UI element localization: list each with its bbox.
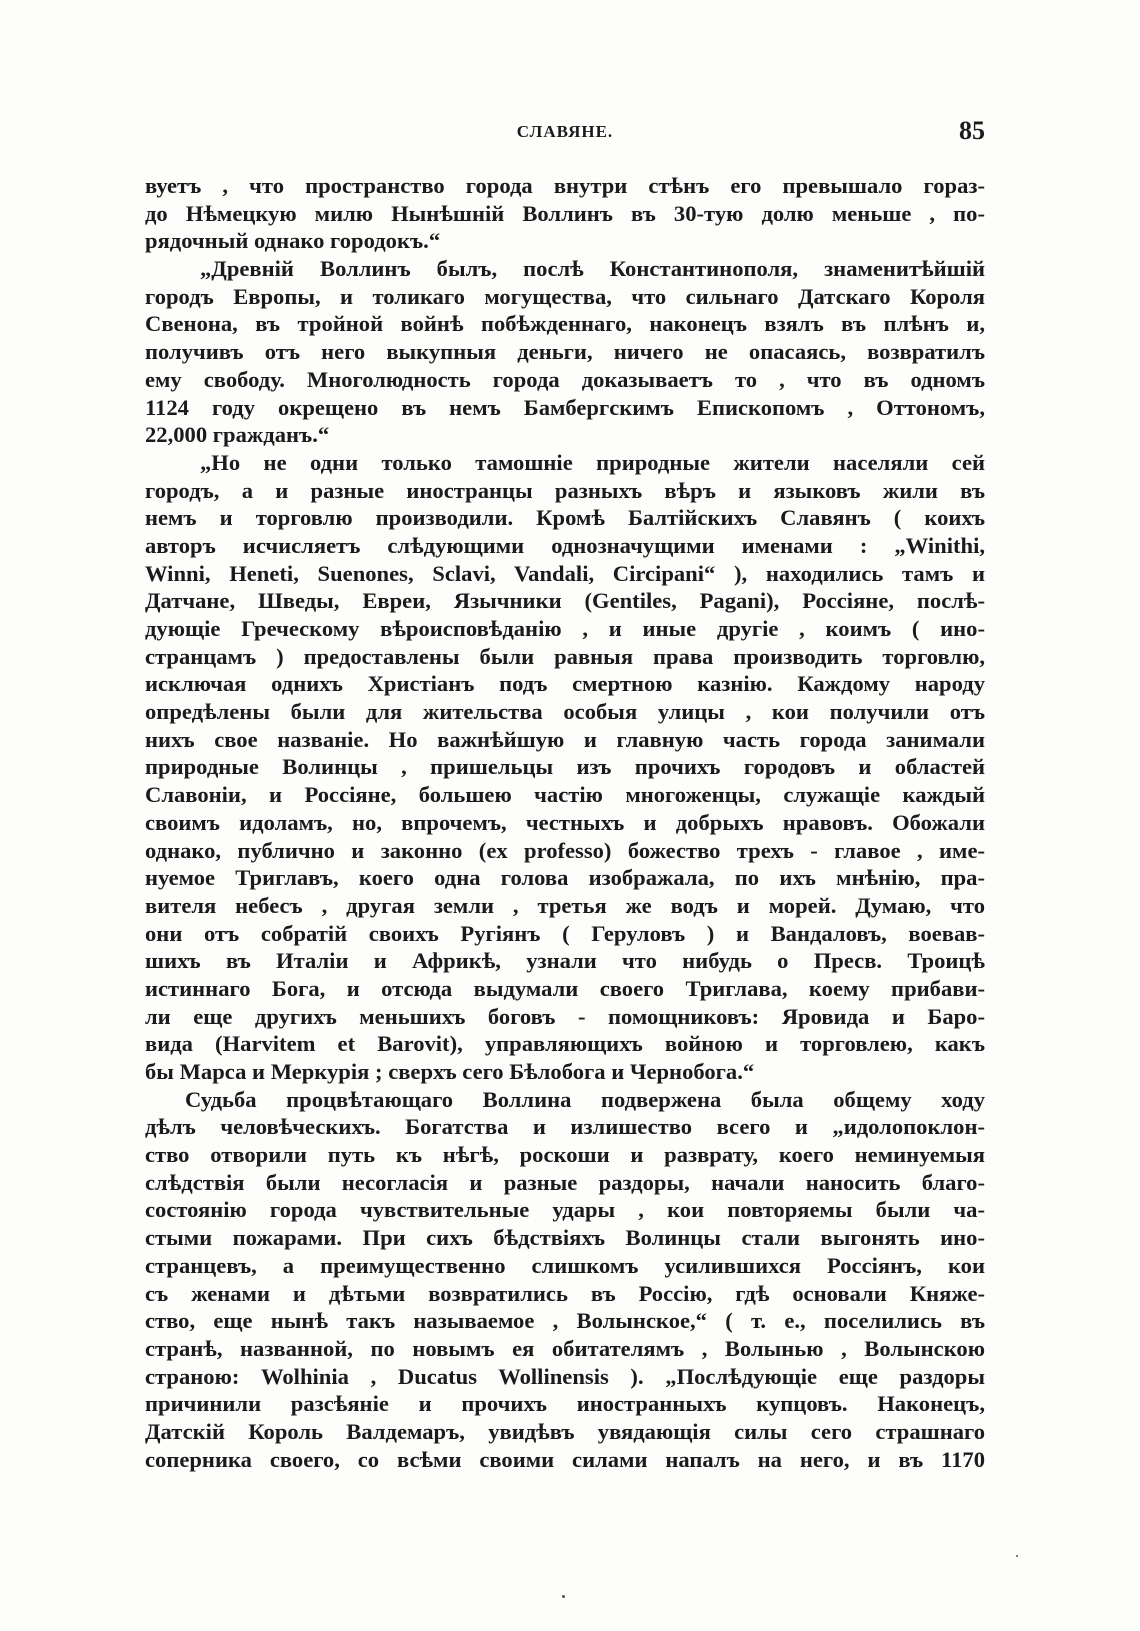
scan-speck: [1016, 1555, 1018, 1557]
page-number: 85: [959, 116, 985, 145]
text-line: „Но не одни только тамошніе природные жители населяли сей: [200, 449, 985, 475]
text-line: немъ и торговлю производили. Кромѣ Балтійскихъ Славянъ ( коихъ: [145, 505, 985, 531]
text-line: городъ, а и разные иностранцы разныхъ вѣръ и языковъ жили въ: [145, 477, 985, 503]
text-line: бы Марса и Меркурія ; сверхъ сего Бѣлобога и Чернобога.“: [145, 1059, 755, 1084]
text-line: Датскій Король Валдемаръ, увидѣвъ увядающія силы сего страшнаго: [145, 1418, 985, 1444]
text-line: городъ Европы, и толикаго могущества, что сильнаго Датскаго Короля: [145, 283, 985, 309]
text-line: природные Волинцы , пришельцы изъ прочихъ городовъ и областей: [145, 754, 985, 780]
text-line: дѣлъ человѣческихъ. Богатства и излишество всего и „идолопоклон-: [145, 1114, 985, 1140]
text-line: причинили разсѣяніе и прочихъ иностранныхъ купцовъ. Наконецъ,: [145, 1391, 985, 1417]
text-line: съ женами и дѣтьми возвратились въ Россію, гдѣ основали Княже-: [145, 1280, 985, 1306]
page-header: [145, 116, 985, 152]
text-line: исключая однихъ Христіанъ подъ смертною казнію. Каждому народу: [145, 671, 985, 697]
text-line: вида (Harvitem et Barovit), управляющихъ войною и торговлею, какъ: [145, 1031, 985, 1057]
text-line: соперника своего, со всѣми своими силами напалъ на него, и въ 1170: [145, 1446, 985, 1472]
running-title: СЛАВЯНЕ.: [516, 122, 614, 141]
text-line: странѣ, названной, по новымъ ея обитателямъ , Волынью , Волынскою: [145, 1335, 985, 1361]
text-line: 1124 году окрещено въ немъ Бамбергскимъ Епископомъ , Оттономъ,: [145, 394, 985, 420]
text-line: они отъ собратій своихъ Ругіянъ ( Геруловъ ) и Вандаловъ, воевав-: [145, 920, 985, 946]
text-line: странцамъ ) предоставлены были равныя права производить торговлю,: [145, 643, 985, 669]
text-line: опредѣлены были для жительства особыя улицы , кои получили отъ: [145, 699, 985, 725]
text-line: „Древній Воллинъ былъ, послѣ Константинополя, знаменитѣйшій: [200, 256, 985, 282]
text-line: странцевъ, а преимущественно слишкомъ усилившихся Россіянъ, кои: [145, 1252, 985, 1278]
text-line: нуемое Триглавъ, коего одна голова изображала, по ихъ мнѣнію, пра-: [145, 865, 985, 891]
text-line: Судьба процвѣтающаго Воллина подвержена была общему ходу: [185, 1086, 985, 1112]
text-line: Датчане, Шведы, Евреи, Язычники (Gentiles, Pagani), Россіяне, послѣ-: [145, 588, 985, 614]
text-line: состоянію города чувствительные удары , кои повторяемы были ча-: [145, 1197, 985, 1223]
text-line: истиннаго Бога, и отсюда выдумали своего Триглава, коему прибави-: [145, 975, 985, 1001]
text-line: вуетъ , что пространство города внутри стѣнъ его превышало гораз-: [145, 173, 985, 198]
text-line: рядочный однако городокъ.“: [145, 228, 441, 254]
text-line: однако, публично и законно (ex professo) божество трехъ - главое , име-: [145, 837, 985, 863]
text-line: ство отворили путь къ нѣгѣ, роскоши и разврату, коего неминуемыя: [145, 1142, 985, 1168]
text-line: получивъ отъ него выкупныя деньги, ничего не опасаясь, возвратилъ: [145, 339, 985, 365]
scan-speck: [562, 1595, 565, 1598]
body-text: [145, 172, 985, 1473]
text-line: Winni, Heneti, Suenones, Sclavi, Vandali, Circipani“ ), находились тамъ и: [145, 560, 985, 586]
text-line: страною: Wolhinia , Ducatus Wollinensis ). „Послѣдующіе еще раздоры: [145, 1363, 985, 1389]
text-line: стыми пожарами. При сихъ бѣдствіяхъ Волинцы стали выгонять ино-: [145, 1225, 985, 1251]
text-line: авторъ исчисляетъ слѣдующими однозначущими именами : „Winithi,: [145, 532, 985, 558]
text-line: слѣдствія были несогласія и разные раздоры, начали наносить благо-: [145, 1169, 985, 1195]
text-line: нихъ свое названіе. Но важнѣйшую и главную часть города занимали: [145, 726, 985, 752]
text-line: Славоніи, и Россіяне, большею частію многоженцы, служащіе каждый: [145, 782, 985, 808]
text-line: вителя небесъ , другая земли , третья же водъ и морей. Думаю, что: [145, 892, 985, 918]
text-line: ли еще другихъ меньшихъ боговъ - помощниковъ: Яровида и Баро-: [145, 1003, 985, 1029]
text-line: дующіе Греческому вѣроисповѣданію , и иные другіе , коимъ ( ино-: [145, 616, 985, 641]
text-line: шихъ въ Италіи и Африкѣ, узнали что нибудь о Пресв. Троицѣ: [145, 948, 985, 974]
text-line: своимъ идоламъ, но, впрочемъ, честныхъ и добрыхъ нравовъ. Обожали: [145, 809, 985, 835]
text-line: Свенона, въ тройной войнѣ побѣжденнаго, наконецъ взялъ въ плѣнъ и,: [145, 311, 985, 337]
text-line: ство, еще нынѣ такъ называемое , Волынское,“ ( т. е., поселились въ: [145, 1308, 985, 1334]
text-line: ему свободу. Многолюдность города доказываетъ то , что въ одномъ: [145, 366, 985, 392]
text-line: 22,000 гражданъ.“: [145, 422, 330, 448]
text-line: до Нѣмецкую милю Нынѣшній Воллинъ въ 30-тую долю меньше , по-: [145, 200, 985, 226]
